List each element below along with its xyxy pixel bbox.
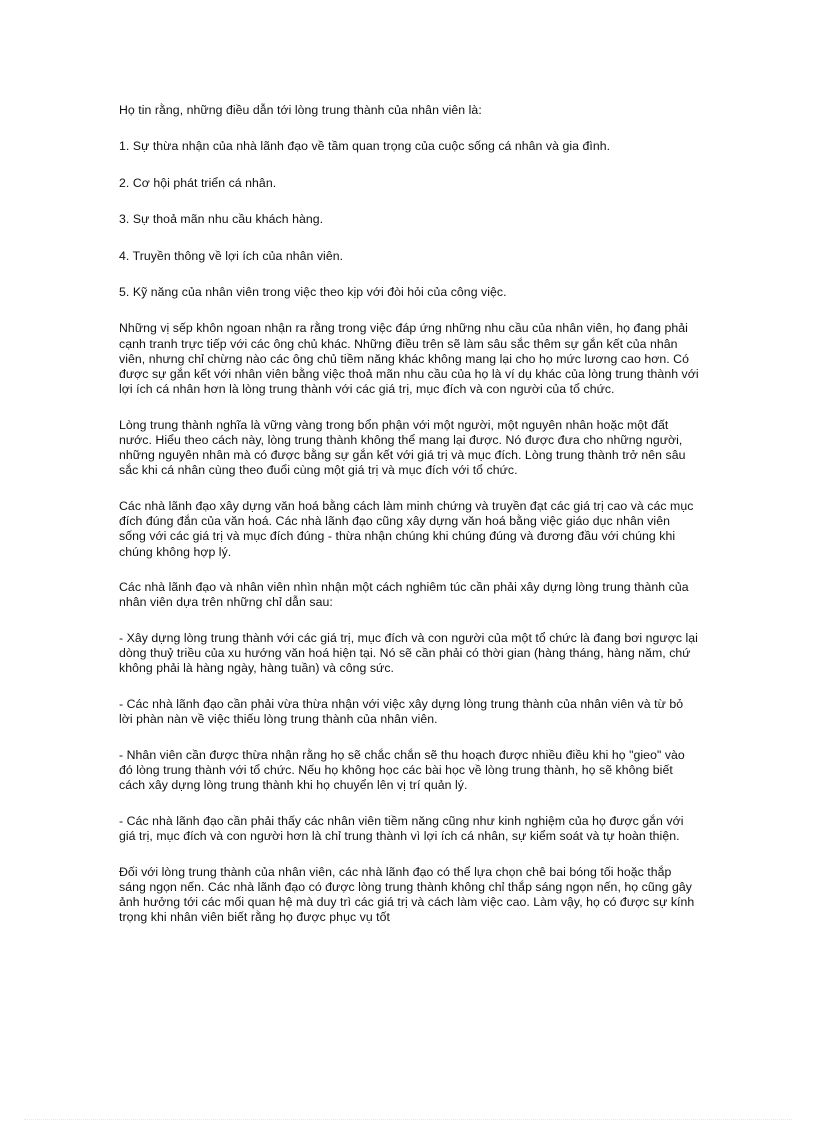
- intro-line: Họ tin rằng, những điều dẫn tới lòng trung thành của nhân viên là:: [119, 103, 482, 117]
- guideline-paragraph: - Xây dựng lòng trung thành với các giá trị, mục đích và con người của một tổ chức là đang bơi ngược lại dòng thuỷ triều của xu hướng văn hoá hiện tại. Nó sẽ cần phải có thời gian (hàng tháng, hàng năm, chứ không phải là hàng ngày, hàng tuần) và công sức.: [119, 630, 698, 676]
- paragraph: Các nhà lãnh đạo xây dựng văn hoá bằng cách làm minh chứng và truyền đạt các giá trị cao và các mục đích đúng đắn của văn hoá. Các nhà lãnh đạo cũng xây dựng văn hoá bằng việc giáo dục nhân viên sống với các giá trị và mục đích đúng - thừa nhận chúng khi chúng đúng và đương đầu với chúng khi chúng không hợp lý.: [119, 498, 694, 559]
- guideline-paragraph: - Các nhà lãnh đạo cần phải vừa thừa nhận với việc xây dựng lòng trung thành của nhân viên và từ bỏ lời phàn nàn về việc thiếu lòng trung thành của nhân viên.: [119, 696, 684, 727]
- list-item: 3. Sự thoả mãn nhu cầu khách hàng.: [119, 212, 324, 227]
- document-body: [119, 103, 699, 946]
- list-item: 4. Truyền thông về lợi ích của nhân viên.: [119, 248, 344, 263]
- guideline-paragraph: - Các nhà lãnh đạo cần phải thấy các nhân viên tiềm năng cũng như kinh nghiệm của họ được gắn với giá trị, mục đích và con người hơn là chỉ trung thành vì lợi ích cá nhân, sự kiểm soát và tự hoàn thiện.: [119, 813, 684, 843]
- paragraph: Các nhà lãnh đạo và nhân viên nhìn nhận một cách nghiêm túc cần phải xây dựng lòng trung thành của nhân viên dựa trên những chỉ dẫn sau:: [119, 580, 689, 610]
- closing-paragraph: Đối với lòng trung thành của nhân viên, các nhà lãnh đạo có thể lựa chọn chê bai bóng tối hoặc thắp sáng ngọn nến. Các nhà lãnh đạo có được lòng trung thành không chỉ thắp sáng ngọn nến, họ cũng gây ảnh hưởng tới các mối quan hệ mà duy trì các giá trị và cách làm việc cao. Làm vậy, họ có được sự kính trọng khi nhân viên biết rằng họ được phục vụ tốt: [119, 864, 695, 925]
- list-item: 1. Sự thừa nhận của nhà lãnh đạo về tầm quan trọng của cuộc sống cá nhân và gia đình.: [119, 139, 611, 154]
- paragraph: Những vị sếp khôn ngoan nhận ra rằng trong việc đáp ứng những nhu cầu của nhân viên, họ đang phải cạnh tranh trực tiếp với các ông chủ khác. Những điều trên sẽ làm sâu sắc thêm sự gắn kết của nhân viên, nhưng chỉ chừng nào các ông chủ tiềm năng khác không mang lại cho họ mức lương cao hơn. Có được sự gắn kết với nhân viên bằng việc thoả mãn nhu cầu của họ là ví dụ khác của lòng trung thành với lợi ích cá nhân hơn là lòng trung thành với các giá trị, mục đích và con người của tổ chức.: [119, 321, 699, 397]
- guideline-paragraph: - Nhân viên cần được thừa nhận rằng họ sẽ chắc chắn sẽ thu hoạch được nhiều điều khi họ "gieo" vào đó lòng trung thành với tổ chức. Nếu họ không học các bài học về lòng trung thành, họ sẽ không biết cách xây dựng lòng trung thành khi họ chuyển lên vị trí quản lý.: [119, 747, 685, 793]
- page-bottom-divider: [24, 1119, 792, 1120]
- list-item: 2. Cơ hội phát triển cá nhân.: [119, 175, 277, 190]
- paragraph: Lòng trung thành nghĩa là vững vàng trong bổn phận với một người, một nguyên nhân hoặc một đất nước. Hiểu theo cách này, lòng trung thành không thể mang lại được. Nó được đưa cho những người, những nguyên nhân mà có được bằng sự gắn kết với giá trị và mục đích. Lòng trung thành trở nên sâu sắc khi cá nhân cùng theo đuổi cùng một giá trị và mục đích với tổ chức.: [119, 417, 686, 478]
- list-item: 5. Kỹ năng của nhân viên trong việc theo kịp với đòi hỏi của công việc.: [119, 284, 507, 299]
